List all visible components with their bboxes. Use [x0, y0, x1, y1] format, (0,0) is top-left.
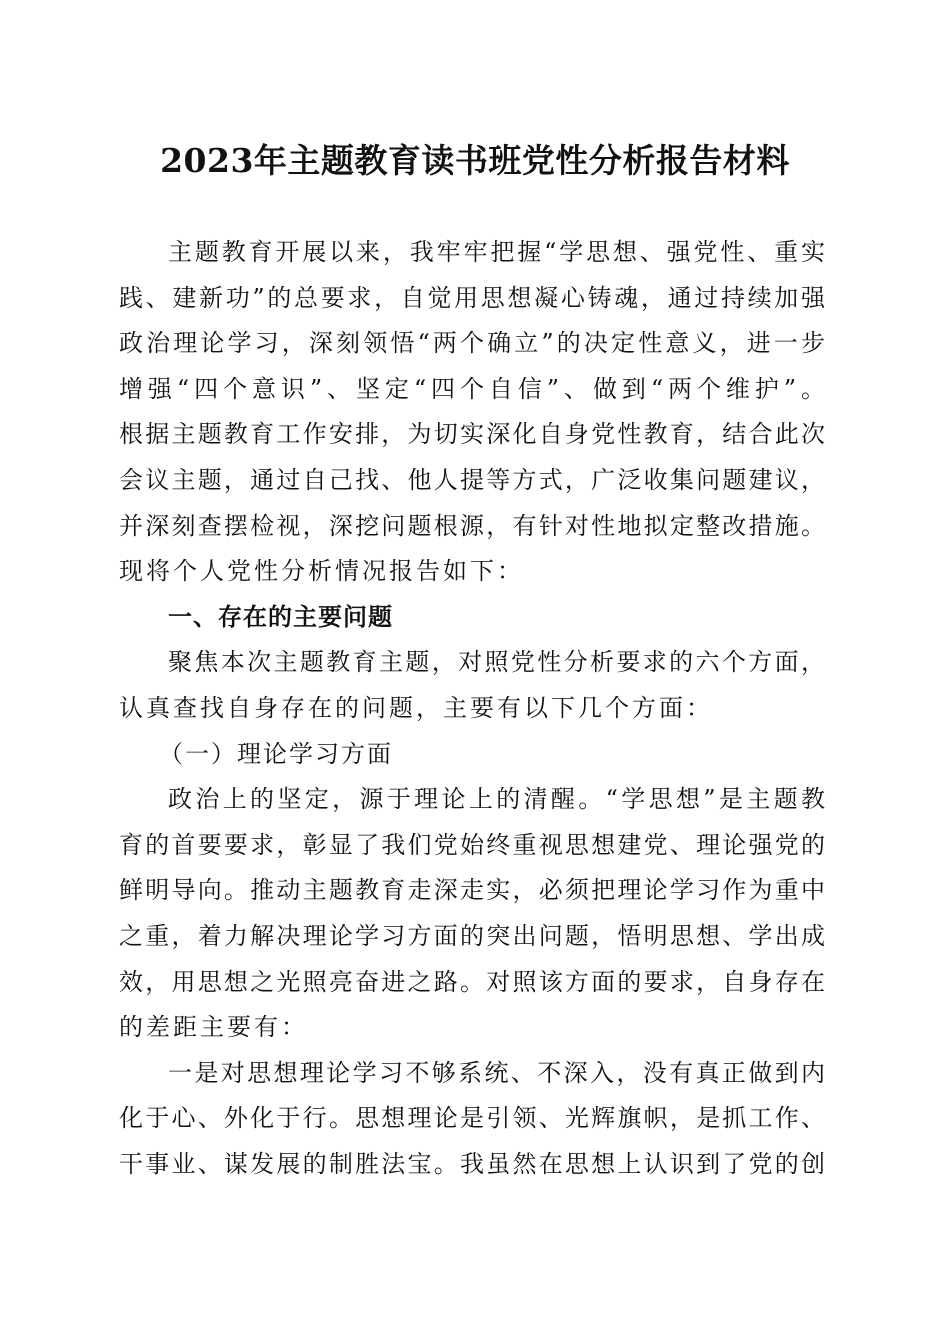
paragraph-line: 的差距主要有：: [119, 1013, 308, 1042]
document-body: [119, 230, 825, 1187]
paragraph-line: 并深刻查摆检视，深挖问题根源，有针对性地拟定整改措施。: [119, 511, 825, 540]
subsection-heading: （一）理论学习方面: [159, 739, 393, 768]
paragraph-line: 聚焦本次主题教育主题，对照党性分析要求的六个方面，: [168, 648, 825, 677]
paragraph-line: 一是对思想理论学习不够系统、不深入，没有真正做到内: [168, 1058, 825, 1087]
paragraph-line: 会议主题，通过自己找、他人提等方式，广泛收集问题建议，: [119, 465, 825, 494]
paragraph-line: 现将个人党性分析情况报告如下：: [119, 557, 524, 586]
paragraph-line: 增强“四个意识”、坚定“四个自信”、做到“两个维护”。: [119, 374, 825, 403]
document-title: 2023年主题教育读书班党性分析报告材料: [160, 141, 790, 180]
paragraph-line: 践、建新功”的总要求，自觉用思想凝心铸魂，通过持续加强: [119, 283, 825, 312]
paragraph-line: 根据主题教育工作安排，为切实深化自身党性教育，结合此次: [119, 420, 825, 449]
paragraph-line: 干事业、谋发展的制胜法宝。我虽然在思想上认识到了党的创: [119, 1149, 825, 1178]
paragraph-line: 之重，着力解决理论学习方面的突出问题，悟明思想、学出成: [119, 921, 825, 950]
paragraph-line: 育的首要要求，彰显了我们党始终重视思想建党、理论强党的: [119, 830, 825, 859]
paragraph-line: 政治理论学习，深刻领悟“两个确立”的决定性意义，进一步: [119, 329, 825, 358]
paragraph-line: 主题教育开展以来，我牢牢把握“学思想、强党性、重实: [168, 238, 825, 266]
paragraph-line: 效，用思想之光照亮奋进之路。对照该方面的要求，自身存在: [119, 967, 825, 996]
paragraph-line: 化于心、外化于行。思想理论是引领、光辉旗帜，是抓工作、: [119, 1104, 825, 1133]
section-heading: 一、存在的主要问题: [168, 602, 393, 631]
paragraph-line: 认真查找自身存在的问题，主要有以下几个方面：: [119, 693, 713, 722]
paragraph-line: 鲜明导向。推动主题教育走深走实，必须把理论学习作为重中: [119, 876, 825, 905]
paragraph-line: 政治上的坚定，源于理论上的清醒。“学思想”是主题教: [168, 785, 825, 814]
